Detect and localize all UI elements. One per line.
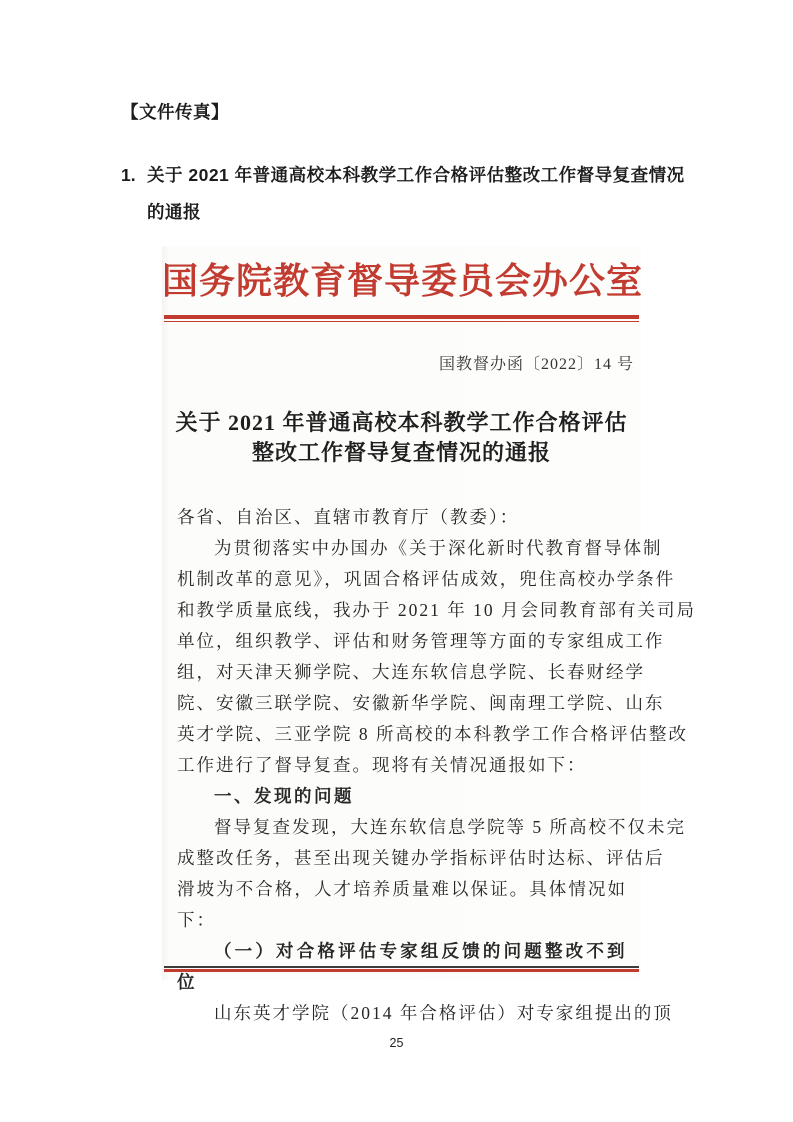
footer-rule — [164, 966, 639, 972]
page-number: 25 — [389, 1036, 404, 1050]
list-item-number: 1. — [121, 165, 136, 185]
body-line: 成整改任务，甚至出现关键办学指标评估时达标、评估后 — [177, 848, 665, 868]
letterhead-title: 国务院教育督导委员会办公室 — [162, 261, 644, 301]
body-line: 工作进行了督导复查。现将有关情况通报如下： — [177, 755, 587, 775]
subsection-1-heading: （一）对合格评估专家组反馈的问题整改不到位 — [177, 941, 627, 992]
body-line: 滑坡为不合格，人才培养质量难以保证。具体情况如下： — [177, 879, 627, 930]
document-title-line-2: 整改工作督导复查情况的通报 — [251, 440, 551, 465]
document-number: 国教督办函〔2022〕14 号 — [438, 356, 634, 373]
document-title — [162, 408, 641, 468]
body-line: 为贯彻落实中办国办《关于深化新时代教育督导体制 — [214, 538, 663, 558]
list-item-title: 关于 2021 年普通高校本科教学工作合格评估整改工作督导复查情况的通报 — [147, 165, 685, 222]
document-title-line-1: 关于 2021 年普通高校本科教学工作合格评估 — [175, 410, 628, 435]
body-line: 英才学院、三亚学院 8 所高校的本科教学工作合格评估整改 — [177, 724, 688, 744]
salutation-line: 各省、自治区、直辖市教育厅（教委）： — [177, 507, 520, 527]
document-body — [177, 502, 696, 1029]
letterhead-rule — [164, 315, 639, 322]
body-line: 院、安徽三联学院、安徽新华学院、闽南理工学院、山东 — [177, 693, 665, 713]
scanned-document — [162, 246, 696, 1023]
body-line: 机制改革的意见》，巩固合格评估成效，兜住高校办学条件 — [177, 569, 676, 589]
body-line: 山东英才学院（2014 年合格评估）对专家组提出的顶 — [214, 1003, 673, 1023]
body-line: 和教学质量底线，我办于 2021 年 10 月会同教育部有关司局 — [177, 600, 696, 620]
body-line: 单位，组织教学、评估和财务管理等方面的专家组成工作 — [177, 631, 665, 651]
body-line: 督导复查发现，大连东软信息学院等 5 所高校不仅未完 — [214, 817, 686, 837]
section-1-heading: 一、发现的问题 — [214, 786, 354, 806]
section-heading: 【文件传真】 — [121, 102, 229, 122]
body-line: 组，对天津天狮学院、大连东软信息学院、长春财经学 — [177, 662, 645, 682]
list-item-1 — [121, 157, 693, 231]
